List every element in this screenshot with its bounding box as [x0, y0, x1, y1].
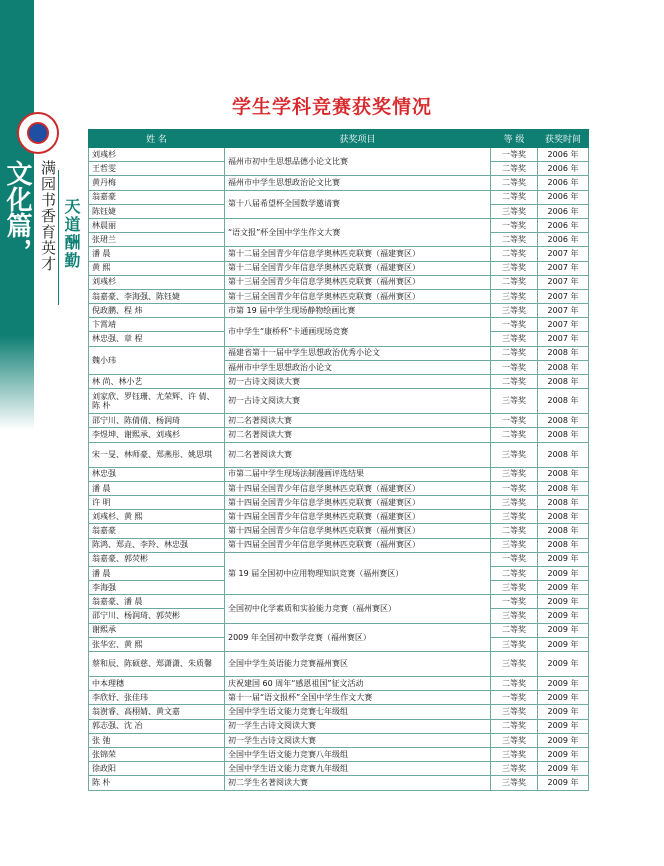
cell-level: 二等奖	[491, 677, 538, 691]
cell-year: 2009 年	[538, 652, 589, 677]
cell-project: 全国中学生英语能力竞赛福州赛区	[225, 652, 491, 677]
table-row	[89, 428, 589, 442]
table-row	[89, 261, 589, 275]
cell-name: 陈钰婕	[89, 204, 225, 218]
cell-year: 2006 年	[538, 204, 589, 218]
cell-year: 2006 年	[538, 148, 589, 162]
cell-project: 第十三届全国青少年信息学奥林匹克联赛（福州赛区）	[225, 289, 491, 303]
cell-level: 三等奖	[491, 609, 538, 623]
table-row	[89, 414, 589, 428]
cell-year: 2006 年	[538, 176, 589, 190]
cell-name: 李海强	[89, 581, 225, 595]
cell-name: 魏小玮	[89, 346, 225, 374]
cell-level: 三等奖	[491, 581, 538, 595]
cell-level: 三等奖	[491, 652, 538, 677]
cell-project: 第十一届“语文报杯”全国中学生作文大赛	[225, 691, 491, 705]
cell-name: 潘 晨	[89, 247, 225, 261]
divider	[58, 170, 59, 305]
cell-year: 2009 年	[538, 719, 589, 733]
cell-name: 翁嘉豪	[89, 190, 225, 204]
cell-level: 三等奖	[491, 495, 538, 509]
cell-project: 初二名著阅读大赛	[225, 414, 491, 428]
cell-year: 2007 年	[538, 275, 589, 289]
cell-project: 第十八届希望杯全国数学邀请赛	[225, 190, 491, 218]
cell-name: 郭志强、沈 冶	[89, 719, 225, 733]
cell-year: 2008 年	[538, 481, 589, 495]
cell-year: 2007 年	[538, 261, 589, 275]
cell-name: 陈 朴	[89, 776, 225, 790]
table-row	[89, 747, 589, 761]
cell-name: 蔡和辰、陈硕慈、郑潇潇、朱质馨	[89, 652, 225, 677]
cell-project: 第十二届全国青少年信息学奥林匹克联赛（福建赛区）	[225, 247, 491, 261]
cell-year: 2009 年	[538, 581, 589, 595]
cell-level: 一等奖	[491, 595, 538, 609]
cell-project: 福州市初中生思想品德小论文比赛	[225, 148, 491, 176]
table-row	[89, 552, 589, 566]
cell-level: 三等奖	[491, 289, 538, 303]
cell-name: 林忠强、章 程	[89, 332, 225, 346]
cell-name: 翁嘉豪、潘 晨	[89, 595, 225, 609]
table-row	[89, 442, 589, 467]
cell-project: 市第二届中学生现场法制漫画评选结果	[225, 467, 491, 481]
cell-name: 邵宁川、杨润琦、郭荧彬	[89, 609, 225, 623]
cell-project: 2009 年全国初中数学竞赛（福州赛区）	[225, 623, 491, 651]
cell-year: 2009 年	[538, 677, 589, 691]
cell-project: 第十三届全国青少年信息学奥林匹克联赛（福州赛区）	[225, 275, 491, 289]
table-row	[89, 652, 589, 677]
section-subtitle: 满园书香育英才	[39, 160, 57, 272]
motto: 天道酬勤	[62, 198, 81, 270]
cell-project: 全国中学生语文能力竞赛七年级组	[225, 705, 491, 719]
cell-name: 李欣妤、张佳玮	[89, 691, 225, 705]
cell-project: 第十四届全国青少年信息学奥林匹克联赛（福州赛区）	[225, 538, 491, 552]
cell-level: 三等奖	[491, 442, 538, 467]
table-row	[89, 776, 589, 790]
cell-year: 2008 年	[538, 467, 589, 481]
cell-name: 翁澍睿、高栩婧、黄文嘉	[89, 705, 225, 719]
cell-project: 初二名著阅读大赛	[225, 428, 491, 442]
table-row	[89, 510, 589, 524]
cell-year: 2007 年	[538, 304, 589, 318]
table-row	[89, 719, 589, 733]
cell-year: 2009 年	[538, 691, 589, 705]
table-row	[89, 247, 589, 261]
cell-level: 三等奖	[491, 261, 538, 275]
section-calligraphy: 文化篇，	[2, 160, 32, 264]
cell-level: 三等奖	[491, 733, 538, 747]
cell-project: 第 19 届全国初中应用物理知识竞赛（福州赛区）	[225, 552, 491, 595]
cell-year: 2008 年	[538, 389, 589, 414]
cell-name: 陈鸿、郑垚、李羚、林忠强	[89, 538, 225, 552]
cell-project: 福州市中学生思想政治小论文	[225, 360, 491, 374]
cell-level: 二等奖	[491, 719, 538, 733]
cell-year: 2006 年	[538, 190, 589, 204]
cell-year: 2007 年	[538, 247, 589, 261]
cell-year: 2008 年	[538, 414, 589, 428]
table-header-row	[89, 130, 589, 148]
cell-name: 宋一旻、林师豪、郑燕彤、姚思琪	[89, 442, 225, 467]
cell-name: 潘 晨	[89, 481, 225, 495]
cell-name: 倪政鹏、程 炜	[89, 304, 225, 318]
table-row	[89, 495, 589, 509]
cell-name: 刘彧杉	[89, 148, 225, 162]
table-body	[89, 148, 589, 791]
cell-project: 初二学生名著阅读大赛	[225, 776, 491, 790]
cell-year: 2007 年	[538, 332, 589, 346]
cell-year: 2009 年	[538, 595, 589, 609]
cell-level: 三等奖	[491, 637, 538, 651]
cell-level: 三等奖	[491, 762, 538, 776]
header-level: 等 级	[491, 130, 538, 148]
cell-level: 一等奖	[491, 360, 538, 374]
table-row	[89, 275, 589, 289]
table-row	[89, 595, 589, 609]
cell-year: 2009 年	[538, 623, 589, 637]
table-row	[89, 467, 589, 481]
cell-year: 2007 年	[538, 318, 589, 332]
header-year: 获奖时间	[538, 130, 589, 148]
cell-year: 2008 年	[538, 495, 589, 509]
cell-year: 2009 年	[538, 609, 589, 623]
cell-year: 2008 年	[538, 346, 589, 360]
cell-level: 三等奖	[491, 204, 538, 218]
cell-project: 庆祝建国 60 周年“感恩祖国”征文活动	[225, 677, 491, 691]
cell-project: 初一学生古诗文阅读大赛	[225, 719, 491, 733]
cell-project: 全国初中化学素质和实验能力竞赛（福州赛区）	[225, 595, 491, 623]
cell-name: 翁嘉豪	[89, 524, 225, 538]
cell-project: 第十四届全国青少年信息学奥林匹克联赛（福建赛区）	[225, 510, 491, 524]
cell-level: 三等奖	[491, 538, 538, 552]
cell-year: 2008 年	[538, 510, 589, 524]
cell-project: 初一古诗文阅读大赛	[225, 375, 491, 389]
cell-year: 2009 年	[538, 762, 589, 776]
table-row	[89, 389, 589, 414]
cell-level: 三等奖	[491, 705, 538, 719]
cell-name: 张锦荣	[89, 747, 225, 761]
cell-name: 刘彧杉	[89, 275, 225, 289]
header-name: 姓 名	[89, 130, 225, 148]
cell-name: 刘彧杉、黄 熙	[89, 510, 225, 524]
cell-year: 2009 年	[538, 637, 589, 651]
cell-project: 第十四届全国青少年信息学奥林匹克联赛（福建赛区）	[225, 481, 491, 495]
cell-name: 林晨丽	[89, 218, 225, 232]
cell-name: 潘 晨	[89, 566, 225, 580]
cell-level: 二等奖	[491, 346, 538, 360]
table-row	[89, 705, 589, 719]
cell-level: 一等奖	[491, 318, 538, 332]
cell-year: 2008 年	[538, 375, 589, 389]
cell-year: 2006 年	[538, 233, 589, 247]
cell-level: 二等奖	[491, 428, 538, 442]
cell-level: 二等奖	[491, 176, 538, 190]
table-row	[89, 148, 589, 162]
cell-year: 2006 年	[538, 218, 589, 232]
table-row	[89, 524, 589, 538]
cell-year: 2009 年	[538, 705, 589, 719]
table-row	[89, 346, 589, 360]
cell-year: 2008 年	[538, 428, 589, 442]
cell-name: 邵宁川、陈倩倩、杨润琦	[89, 414, 225, 428]
cell-name: 张 弛	[89, 733, 225, 747]
cell-name: 谢熙承	[89, 623, 225, 637]
cell-name: 刘家欣、罗钰珊、尤荣辉、许 倩、陈 朴	[89, 389, 225, 414]
cell-level: 二等奖	[491, 190, 538, 204]
table-row	[89, 375, 589, 389]
cell-year: 2009 年	[538, 776, 589, 790]
cell-name: 王哲雯	[89, 162, 225, 176]
cell-year: 2008 年	[538, 538, 589, 552]
cell-year: 2008 年	[538, 360, 589, 374]
cell-name: 翁嘉豪、李海强、陈钰婕	[89, 289, 225, 303]
cell-project: 福州市中学生思想政治论文比赛	[225, 176, 491, 190]
cell-level: 一等奖	[491, 552, 538, 566]
cell-level: 一等奖	[491, 148, 538, 162]
cell-name: 中本理穗	[89, 677, 225, 691]
cell-year: 2007 年	[538, 289, 589, 303]
cell-level: 二等奖	[491, 275, 538, 289]
cell-project: 第十二届全国青少年信息学奥林匹克联赛（福建赛区）	[225, 261, 491, 275]
table-row	[89, 691, 589, 705]
cell-project: 市中学生“康桥杯”卡通画现场竞赛	[225, 318, 491, 346]
cell-project: 市第 19 届中学生现场静物绘画比赛	[225, 304, 491, 318]
cell-level: 一等奖	[491, 691, 538, 705]
cell-level: 三等奖	[491, 332, 538, 346]
cell-level: 二等奖	[491, 623, 538, 637]
table-row	[89, 176, 589, 190]
cell-level: 一等奖	[491, 414, 538, 428]
table-row	[89, 733, 589, 747]
table-row	[89, 677, 589, 691]
table-row	[89, 623, 589, 637]
cell-name: 林忠强	[89, 467, 225, 481]
cell-year: 2009 年	[538, 747, 589, 761]
cell-level: 三等奖	[491, 467, 538, 481]
cell-level: 二等奖	[491, 375, 538, 389]
cell-level: 二等奖	[491, 524, 538, 538]
cell-name: 张华宏、黄 熙	[89, 637, 225, 651]
cell-name: 许 明	[89, 495, 225, 509]
cell-project: 初一学生古诗文阅读大赛	[225, 733, 491, 747]
table-row	[89, 538, 589, 552]
table-row	[89, 190, 589, 204]
cell-project: 全国中学生语文能力竞赛九年级组	[225, 762, 491, 776]
cell-level: 二等奖	[491, 247, 538, 261]
header-project: 获奖项目	[225, 130, 491, 148]
cell-name: 徐政阳	[89, 762, 225, 776]
cell-project: “语文报”杯全国中学生作文大赛	[225, 218, 491, 246]
cell-name: 林 尚、林小艺	[89, 375, 225, 389]
cell-year: 2008 年	[538, 524, 589, 538]
cell-project: 初二名著阅读大赛	[225, 442, 491, 467]
cell-year: 2009 年	[538, 552, 589, 566]
cell-name: 李煜坤、谢熙承、刘彧杉	[89, 428, 225, 442]
cell-level: 一等奖	[491, 218, 538, 232]
table-row	[89, 289, 589, 303]
page-title: 学生学科竞赛获奖情况	[231, 96, 432, 118]
cell-project: 初一古诗文阅读大赛	[225, 389, 491, 414]
cell-level: 三等奖	[491, 389, 538, 414]
table-row	[89, 481, 589, 495]
cell-project: 第十四届全国青少年信息学奥林匹克联赛（福建赛区）	[225, 495, 491, 509]
cell-year: 2009 年	[538, 733, 589, 747]
table-row	[89, 762, 589, 776]
cell-year: 2006 年	[538, 162, 589, 176]
cell-name: 张珺兰	[89, 233, 225, 247]
cell-level: 三等奖	[491, 304, 538, 318]
cell-name: 黄 熙	[89, 261, 225, 275]
cell-level: 二等奖	[491, 566, 538, 580]
cell-level: 二等奖	[491, 162, 538, 176]
table-row	[89, 218, 589, 232]
table-row	[89, 304, 589, 318]
cell-project: 全国中学生语文能力竞赛八年级组	[225, 747, 491, 761]
cell-level: 一等奖	[491, 481, 538, 495]
cell-level: 三等奖	[491, 510, 538, 524]
cell-name: 翁嘉豪、郭荧彬	[89, 552, 225, 566]
cell-year: 2009 年	[538, 566, 589, 580]
cell-project: 福建省第十一届中学生思想政治优秀小论文	[225, 346, 491, 360]
cell-level: 三等奖	[491, 776, 538, 790]
cell-level: 二等奖	[491, 233, 538, 247]
table-row	[89, 318, 589, 332]
cell-project: 第十四届全国青少年信息学奥林匹克联赛（福州赛区）	[225, 524, 491, 538]
cell-name: 卞霄靖	[89, 318, 225, 332]
cell-name: 黄丹梅	[89, 176, 225, 190]
cell-year: 2008 年	[538, 442, 589, 467]
cell-level: 三等奖	[491, 747, 538, 761]
awards-table	[88, 129, 589, 791]
